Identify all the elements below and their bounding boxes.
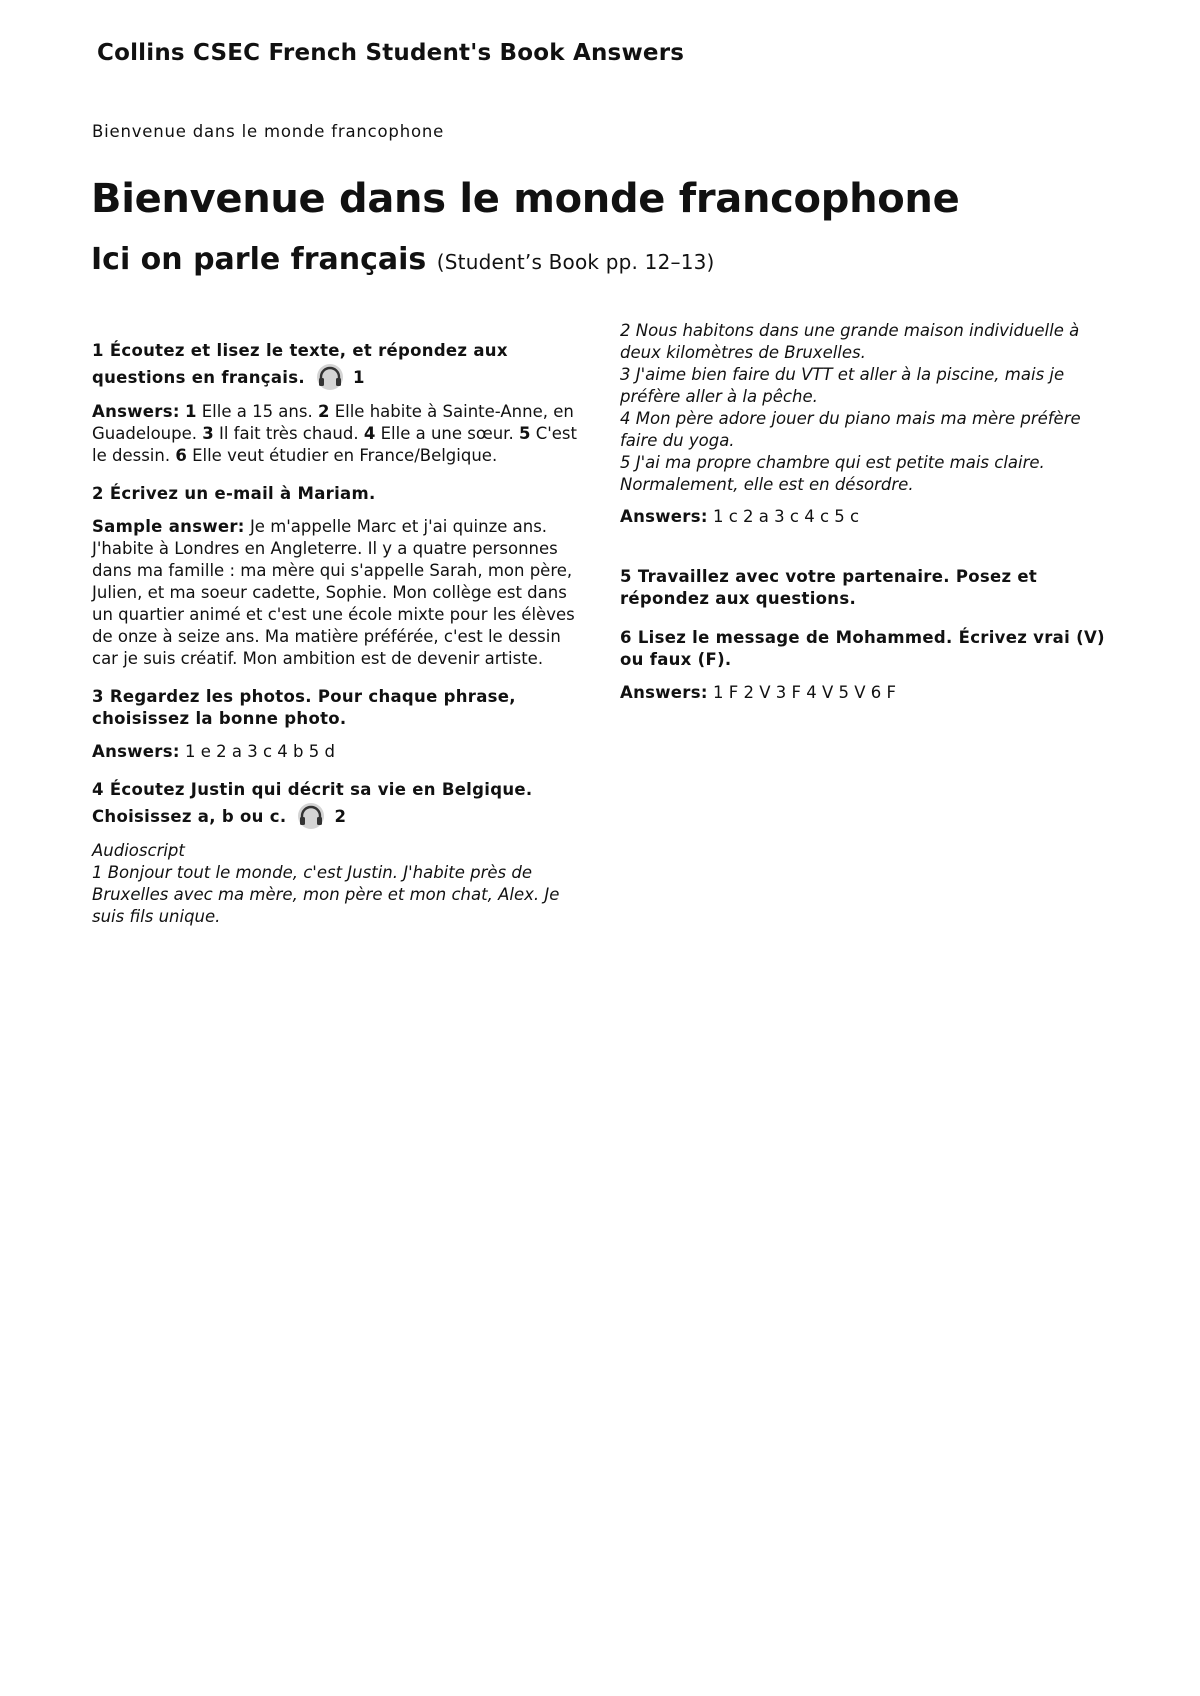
answer-number: 1 (184, 402, 197, 421)
running-head: Bienvenue dans le monde francophone (92, 122, 445, 141)
question-1 (92, 340, 592, 390)
answer-text: Il fait très chaud. (218, 424, 359, 443)
answer-text: Elle veut étudier en France/Belgique. (192, 446, 498, 465)
document-title: Collins CSEC French Student's Book Answers (97, 40, 685, 66)
audio-track-number: 2 (334, 807, 347, 826)
question-4-answers (620, 506, 1120, 528)
answer-text: Elle habite à Sainte-Anne, en Guadeloupe. (92, 402, 574, 443)
page-heading: Bienvenue dans le monde francophone (91, 176, 960, 222)
answer-number: 3 (202, 424, 214, 443)
question-2: 2 Écrivez un e-mail à Mariam. (92, 484, 376, 503)
audioscript-line: 2 Nous habitons dans une grande maison individuelle à deux kilomètres de Bruxelles. (620, 321, 1080, 362)
audioscript-line: 1 Bonjour tout le monde, c'est Justin. J'habite près de Bruxelles avec ma mère, mon père et mon chat, Alex. Je suis fils unique. (92, 863, 560, 926)
left-column (92, 340, 592, 928)
question-2-sample-answer (92, 516, 592, 670)
sample-answer-label: Sample answer: (92, 517, 245, 536)
answer-text: Elle a 15 ans. (201, 402, 313, 421)
answers-label: Answers: (92, 402, 180, 421)
right-column (620, 320, 1120, 720)
question-6-answers (620, 682, 1120, 704)
answers-label: Answers: (92, 742, 180, 761)
answer-number: 2 (317, 402, 330, 421)
question-3-answers (92, 741, 592, 763)
audioscript-line: 5 J'ai ma propre chambre qui est petite mais claire. Normalement, elle est en désordre. (620, 453, 1045, 494)
audioscript-label: Audioscript (92, 841, 185, 860)
question-1-answers (92, 401, 592, 467)
section-title: Ici on parle français (91, 242, 427, 277)
section-heading (91, 242, 715, 277)
headphones-icon (315, 362, 345, 390)
answers-label: Answers: (620, 683, 708, 702)
audioscript-line: 4 Mon père adore jouer du piano mais ma mère préfère faire du yoga. (620, 409, 1081, 450)
audio-track-number: 1 (353, 368, 365, 387)
answer-text: C'est le dessin. (92, 424, 577, 465)
question-1-text: 1 Écoutez et lisez le texte, et répondez aux questions en français. (92, 341, 508, 387)
answer-number: 4 (363, 424, 376, 443)
question-4 (92, 779, 592, 829)
answers-label: Answers: (620, 507, 708, 526)
question-3: 3 Regardez les photos. Pour chaque phrase, choisissez la bonne photo. (92, 687, 516, 728)
question-4-text: 4 Écoutez Justin qui décrit sa vie en Belgique. Choisissez a, b ou c. (92, 780, 533, 826)
answers-values: 1 c 2 a 3 c 4 c 5 c (712, 507, 860, 526)
answers-values: 1 e 2 a 3 c 4 b 5 d (184, 742, 335, 761)
answer-text: Elle a une sœur. (380, 424, 514, 443)
page-reference: (Student’s Book pp. 12–13) (436, 250, 715, 274)
headphones-icon (296, 801, 326, 829)
question-6: 6 Lisez le message de Mohammed. Écrivez vrai (V) ou faux (F). (620, 628, 1105, 669)
answer-number: 6 (175, 446, 187, 465)
sample-answer-text: Je m'appelle Marc et j'ai quinze ans. J'habite à Londres en Angleterre. Il y a quatre personnes dans ma famille : ma mère qui s'appelle Sarah, mon père, Julien, et ma soeur cadette, Sophie. Mon collège est dans un quartier animé et c'est une école mixte pour les élèves de onze à seize ans. Ma matière préférée, c'est le dessin car je suis créatif. Mon ambition est de devenir artiste. (92, 517, 575, 668)
audioscript-line: 3 J'aime bien faire du VTT et aller à la piscine, mais je préfère aller à la pêche. (620, 365, 1065, 406)
answer-number: 5 (518, 424, 531, 443)
answers-values: 1 F 2 V 3 F 4 V 5 V 6 F (712, 683, 896, 702)
question-5: 5 Travaillez avec votre partenaire. Posez et répondez aux questions. (620, 567, 1038, 608)
